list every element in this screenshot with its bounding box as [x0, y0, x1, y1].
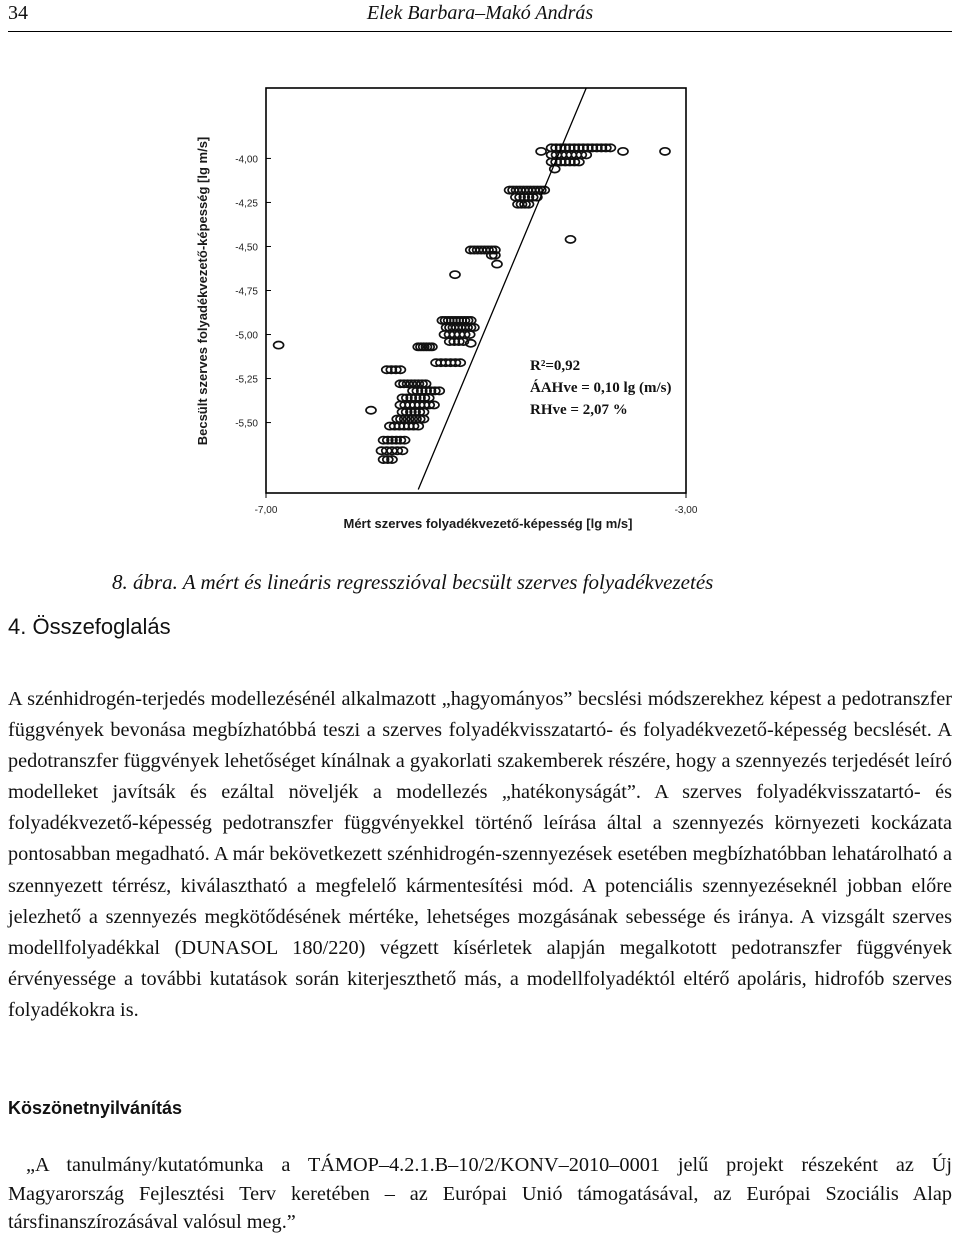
- y-tick-label: -4,50: [235, 242, 258, 254]
- y-tick-label: -4,00: [235, 154, 258, 166]
- y-axis-label: Becsült szerves folyadékvezető-képesség [lg m/s]: [195, 136, 210, 446]
- x-tick-label: -7,00: [254, 505, 278, 516]
- data-point: [660, 148, 670, 155]
- data-point: [450, 271, 460, 278]
- running-title-authors: Elek Barbara–Makó András: [366, 2, 594, 24]
- regression-line: [418, 88, 586, 489]
- y-tick-label: -4,25: [235, 198, 258, 210]
- data-point: [492, 260, 502, 267]
- y-tick-label: -5,50: [235, 418, 258, 430]
- x-axis: [255, 493, 698, 516]
- data-point: [536, 148, 546, 155]
- running-header: [8, 0, 952, 36]
- x-tick-label: -3,00: [674, 505, 698, 516]
- acknowledgement-body: „A tanulmány/kutatómunka a TÁMOP–4.2.1.B–10/2/KONV–2010–0001 jelű projekt részeként az Új Magyarország Fejlesztési Terv keretében – az Európai Unió támogatásával, az Európai Szociális Alap társfinanszírozásával valósul meg.”: [8, 1154, 952, 1233]
- scatter-chart: [190, 78, 710, 548]
- data-point: [566, 236, 576, 243]
- fit-stat: ÁAHve = 0,10 lg (m/s): [530, 380, 672, 396]
- y-tick-label: -4,75: [235, 286, 258, 298]
- fit-statistics: [530, 358, 671, 418]
- figure-caption: 8. ábra. A mért és lineáris regresszióval becsült szerves folyadékvezetés: [112, 570, 714, 594]
- y-tick-label: -5,25: [235, 374, 258, 386]
- header-rule: [8, 31, 952, 32]
- acknowledgement-heading: Köszönetnyilvánítás: [8, 1098, 183, 1118]
- data-point: [366, 407, 376, 414]
- data-point: [274, 341, 284, 348]
- data-point: [618, 148, 628, 155]
- page-number: 34: [8, 2, 28, 24]
- x-axis-label: Mért szerves folyadékvezető-képesség [lg m/s]: [343, 516, 633, 531]
- section-heading: 4. Összefoglalás: [8, 614, 171, 639]
- section-body: A szénhidrogén-terjedés modellezésénél alkalmazott „hagyományos” becslési módszerekhez képest a pedotranszfer függvények bevonása megbízhatóbbá teszi a szerves folyadékvisszatartó- és folyadékvezető-képesség becslését. A pedotranszfer függvények lehetőséget kínálnak a gyakorlati szakemberek részére, hogy a szennyezés terjedését leíró modelleket javítsák és ezáltal növeljék a modellezés „hatékonyságát”. A szerves folyadékvisszatartó- és folyadékvezető-képesség pedotranszfer függvényekkel történő leírása által a szennyezés környezeti kockázata pontosabban megadható. A már bekövetkezett szénhidrogén-szennyezések esetében megbízhatóbban lehatárolható a szennyezett térrész, kiválasztható a megfelelő kármentesítési mód. A potenciális szennyezéseknél jobban előre jelezhető a szennyezés megkötődésének mértéke, lehetséges mozgásának sebessége és iránya. A vizsgált szerves modellfolyadékkal (DUNASOL 180/220) végzett kísérletek alapján megalkotott pedotranszfer függvények érvényessége a további kutatások során kiterjeszthető más, a modellfolyadéktól eltérő apoláris, hidrofób szerves folyadékokra is.: [8, 688, 952, 1021]
- fit-stat: RHve = 2,07 %: [530, 402, 628, 418]
- y-tick-label: -5,00: [235, 330, 258, 342]
- fit-stat: R²=0,92: [530, 358, 581, 374]
- plot-frame: [266, 88, 686, 493]
